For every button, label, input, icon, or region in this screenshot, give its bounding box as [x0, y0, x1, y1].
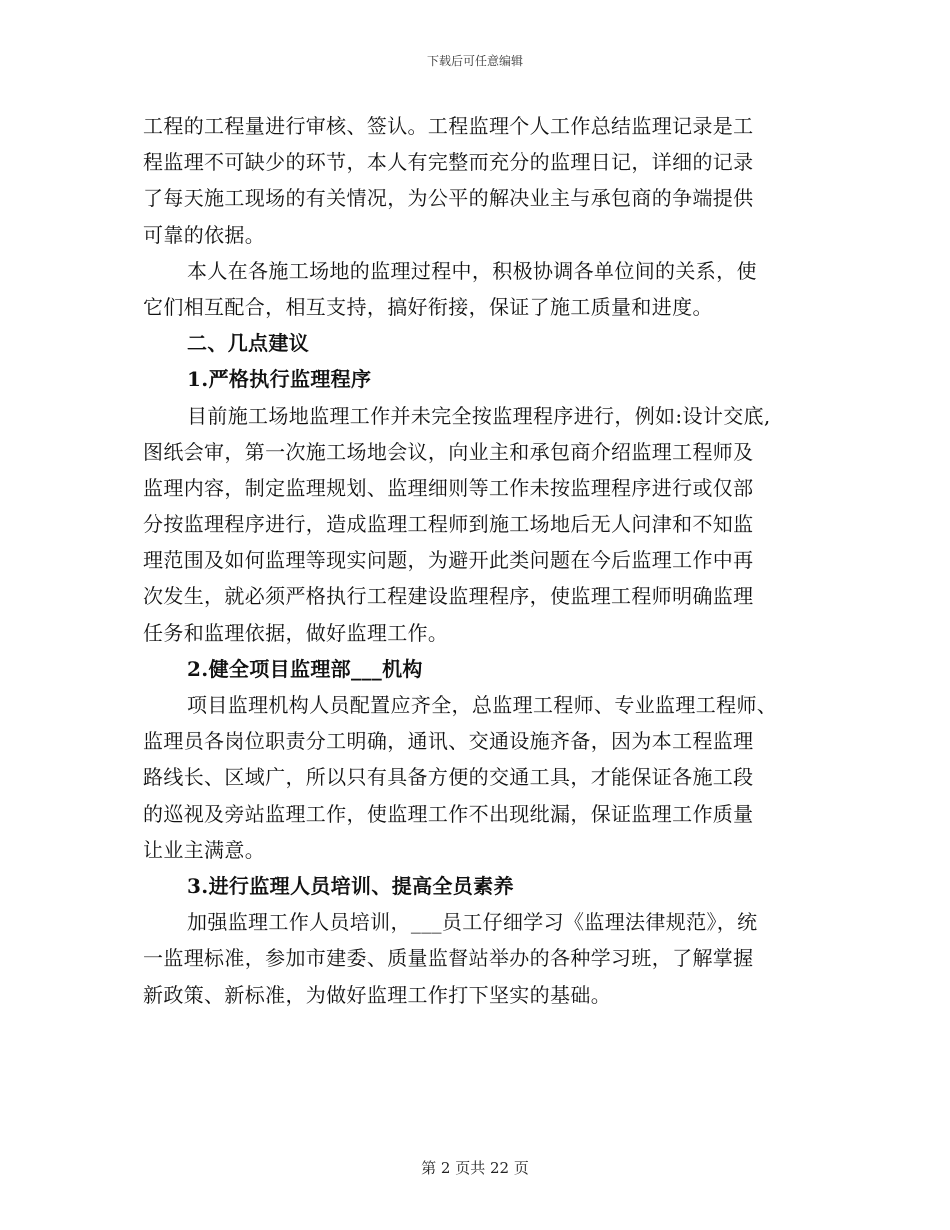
text-line-19: 路线长、区域广，所以只有具备方便的交通工具，才能保证各施工段 [143, 765, 754, 790]
text-line-5: 本人在各施工场地的监理过程中，积极协调各单位间的关系，使 [187, 258, 757, 283]
text-line-9: 目前施工场地监理工作并未完全按监理程序进行，例如:设计交底, [187, 403, 771, 428]
subheading-3: 3.进行监理人员培训、提高全员素养 [187, 873, 514, 898]
text-line-1: 工程的工程量进行审核、签认。工程监理个人工作总结监理记录是工 [143, 114, 754, 138]
page-number-footer: 第 2 页共 22 页 [421, 1159, 529, 1177]
document-body [143, 108, 833, 1013]
text-line-20: 的巡视及旁站监理工作，使监理工作不出现纰漏，保证监理工作质量 [143, 801, 754, 826]
page-header: 下载后可任意编辑 [426, 54, 523, 68]
text-line-23: 加强监理工作人员培训，___员工仔细学习《监理法律规范》，统 [187, 910, 758, 935]
text-line-6: 它们相互配合，相互支持，搞好衔接，保证了施工质量和进度。 [143, 294, 713, 319]
text-line-25: 新政策、新标准，为做好监理工作打下坚实的基础。 [143, 982, 612, 1007]
section-heading-suggestions: 二、几点建议 [187, 331, 310, 356]
text-line-13: 理范围及如何监理等现实问题，为避开此类问题在今后监理工作中再 [143, 548, 754, 573]
text-line-14: 次发生，就必须严格执行工程建设监理程序，使监理工程师明确监理 [143, 584, 754, 609]
text-line-3: 了每天施工现场的有关情况，为公平的解决业主与承包商的争端提供 [143, 186, 754, 211]
text-line-21: 让业主满意。 [143, 837, 266, 862]
text-line-18: 监理员各岗位职责分工明确，通讯、交通设施齐备，因为本工程监理 [143, 729, 754, 754]
text-line-12: 分按监理程序进行，造成监理工程师到施工场地后无人问津和不知监 [143, 512, 754, 537]
subheading-1: 1.严格执行监理程序 [187, 367, 372, 392]
text-line-2: 程监理不可缺少的环节，本人有完整而充分的监理日记，详细的记录 [143, 150, 754, 175]
text-line-10: 图纸会审，第一次施工场地会议，向业主和承包商介绍监理工程师及 [143, 439, 754, 464]
text-line-17: 项目监理机构人员配置应齐全，总监理工程师、专业监理工程师、 [187, 693, 778, 717]
text-line-4: 可靠的依据。 [143, 222, 266, 247]
subheading-2: 2.健全项目监理部___机构 [187, 656, 423, 681]
text-line-11: 监理内容，制定监理规划、监理细则等工作未按监理程序进行或仅部 [143, 475, 754, 500]
text-line-24: 一监理标准，参加市建委、质量监督站举办的各种学习班，了解掌握 [143, 946, 754, 971]
text-line-15: 任务和监理依据，做好监理工作。 [143, 620, 449, 645]
